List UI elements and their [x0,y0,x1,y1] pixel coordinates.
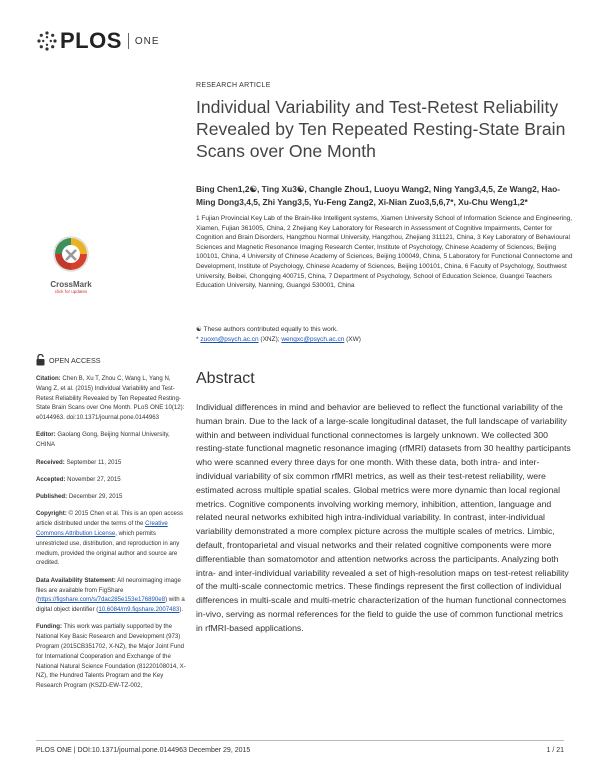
article-metadata [36,374,186,699]
email-suffix-1: (XNZ); [258,336,282,343]
article-type: RESEARCH ARTICLE [196,82,271,89]
journal-name: ONE [134,35,160,47]
doi-link[interactable]: 10.6084/m9.figshare.2007483 [98,606,180,614]
crossmark-badge[interactable] [41,235,101,294]
author-list: Bing Chen1,2☯, Ting Xu3☯, Changle Zhou1, Luoyu Wang2, Ning Yang3,4,5, Ze Wang2, Hao-Ming Dong3,4,5, Zhi Yang3,5, Yu-Feng Zang2, Xi-Nian Zuo3,5,6,7*, Xu-Chu Weng1,2* [196,184,561,207]
crossmark-sublabel: click for updates [54,289,88,294]
figshare-link[interactable]: https://figshare.com/s/7dac285e153e176890e8 [38,596,166,604]
crossmark-icon [52,235,90,273]
article-title: Individual Variability and Test-Retest Reliability Revealed by Ten Repeated Resting-State Brain Scans over One Month [196,97,566,161]
citation-block [36,374,186,423]
editor-block [36,430,186,450]
copyright-block [36,509,186,568]
editor-text: Gaolang Gong, Beijing Normal University, CHINA [36,431,170,449]
copyright-text-2: , which permits unrestricted use, distribution, and reproduction in any medium, provided the original author and source are credited. [36,530,180,567]
correspondence-line [196,335,576,345]
accepted-label: Accepted: [36,475,66,483]
data-text-1: All neuroimaging image files are available from FigShare ( [36,576,181,604]
citation-text: Chen B, Xu T, Zhou C, Wang L, Yang N, Wang Z, et al. (2015) Individual Variability and Test-Retest Reliability Revealed by Ten Repeated Resting-State Brain Scans over One Month. PLoS ONE 10(12): e0144963. doi:10.1371/journal.pone.0144963 [36,375,185,422]
funding-block [36,622,186,691]
open-access-label: OPEN ACCESS [49,355,101,365]
brand-name: PLOS [60,28,122,53]
plos-dots-icon [36,30,58,52]
citation-label: Citation: [36,375,61,382]
received-block [36,458,186,468]
data-availability-label: Data Availability Statement: [36,576,116,584]
copyright-label: Copyright: [36,510,67,518]
journal-logo [36,28,160,54]
email-suffix-2: (XW) [344,336,361,343]
email-link-1[interactable]: zuoxn@psych.ac.cn [200,336,259,343]
published-date: December 29, 2015 [67,493,123,501]
author-notes [196,325,576,345]
data-text-2: ) with a digital object identifier ( [36,596,185,614]
received-date: September 11, 2015 [64,458,122,466]
data-availability-block [36,576,186,615]
page-number: 1 / 21 [546,747,564,754]
received-label: Received: [36,458,65,466]
published-label: Published: [36,493,68,501]
abstract-body: Individual differences in mind and behavior are believed to reflect the functional variability of the human brain. Due to the lack of a large-scale longitudinal dataset, the full landscape of variability within and between individual functional connectomes is largely unknown. We collected 300 resting-state functional magnetic resonance imaging (rfMRI) datasets from 30 healthy participants who were scanned every three days for one month. With these data, both intra- and inter-individual variability of six common rfMRI metrics, as well as their test-retest reliability, were estimated across multiple spatial scales. Global metrics were more dynamic than local regional metrics. Cognitive components involving working memory, inhibition, attention, language and related neural networks exhibited high intra-individual variability. In contrast, inter-individual variability demonstrated a more complex picture across the multiple scales of metrics. Limbic, default, frontoparietal and visual networks and their related cognitive components were more differentiable than somatomotor and attention networks across the participants. Analyzing both intra- and inter-individual variability revealed a set of high-resolution maps on test-retest reliability of the multi-scale connectomic metrics. These findings represent the first collection of individual differences in multi-scale and multi-metric characterization of the human functional connectomes in-vivo, serving as normal references for the field to guide the use of common functional metrics in rfMRI-based applications. [196,402,571,633]
logo-divider [128,33,129,49]
footer-divider [36,740,564,741]
footer-citation: PLOS ONE | DOI:10.1371/journal.pone.0144963 December 29, 2015 [36,747,251,754]
corr-prefix: * [196,336,201,343]
open-lock-icon [36,354,45,366]
published-block [36,492,186,502]
data-text-3: ). [179,606,184,614]
editor-label: Editor: [36,431,56,439]
equal-contribution-note: ☯ These authors contributed equally to this work. [196,326,338,333]
abstract-heading: Abstract [196,370,255,387]
funding-label: Funding: [36,623,63,631]
accepted-block [36,475,186,485]
page-footer [36,747,564,754]
accepted-date: November 27, 2015 [65,475,121,483]
email-link-2[interactable]: wengxc@psych.ac.cn [281,336,345,343]
license-link[interactable]: Creative Commons Attribution License [36,520,168,538]
crossmark-label: CrossMark [50,280,92,289]
copyright-text-1: © 2015 Chen et al. This is an open access article distributed under the terms of the [36,510,183,528]
affiliations: 1 Fujian Provincial Key Lab of the Brain-like Intelligent systems, Xiamen University School of Information Science and Engineering, Xiamen, Fujian 361005, China, 2 Zhejiang Key Laboratory for Research in Assessment of Cognitive Impairments, Center for Cognition and Brain Disorders, Hangzhou Normal University, Hangzhou, Zhejiang 311121, China, 3 Key Laboratory of Behavioural Sciences and Magnetic Resonance Imaging Research Center, Institute of Psychology, Chinese Academy of Sciences, Beijing 100101, China, 4 University of Chinese Academy of Sciences, Beijing 100049, China, 5 Laboratory for Functional Connectome and Development, Institute of Psychology, Chinese Academy of Sciences, Beijing 100101, China, 6 Faculty of Psychology, Southwest University, Beibei, Chongqing 400715, China, 7 Department of Psychology, School of Education Science, Guangxi Teachers Education University, Nanning, Guangxi 530001, China [196,215,573,290]
open-access-badge [36,354,101,366]
funding-text: This work was partially supported by the National Key Basic Research and Development (973) Program (2015CB351702, X-NZ), the Major Joint Fund for International Cooperation and Exchange of the National Natural Science Foundation (81220108014, X-NZ), the Hundred Talents Program and the Key Research Program (KSZD-EW-TZ-002, [36,623,186,690]
